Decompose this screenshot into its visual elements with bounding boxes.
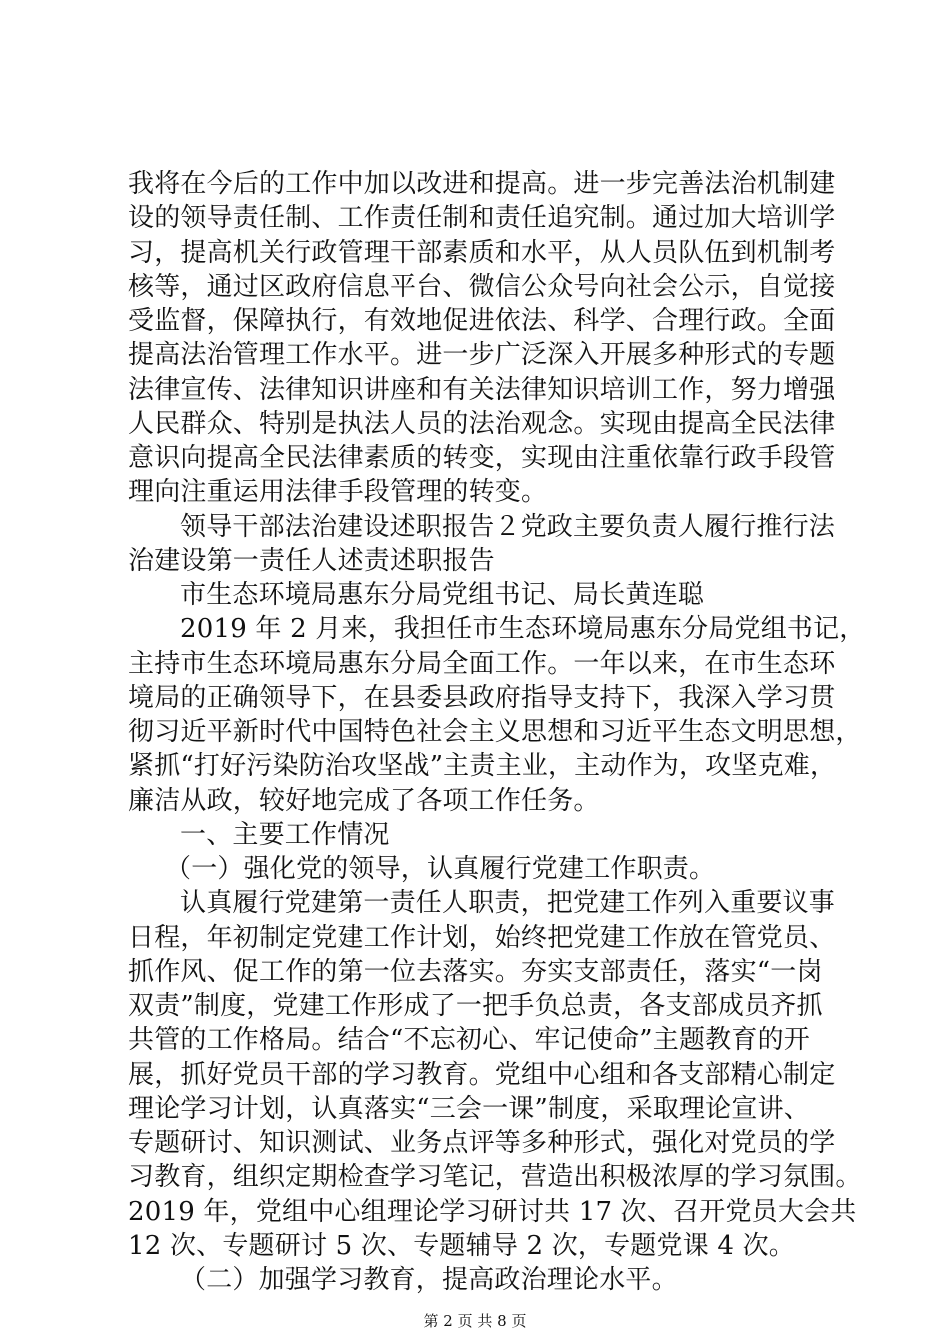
text-line: 2019 年 2 月来，我担任市生态环境局惠东分局党组书记， — [180, 614, 866, 644]
text-line: 日程，年初制定党建工作计划，始终把党建工作放在管党员、 — [128, 923, 836, 953]
text-line: 习，提高机关行政管理干部素质和水平，从人员队伍到机制考 — [128, 238, 836, 268]
text-line: 提高法治管理工作水平。进一步广泛深入开展多种形式的专题 — [128, 340, 836, 370]
text-line: 双责”制度，党建工作形成了一把手负总责，各支部成员齐抓 — [128, 991, 823, 1021]
text-line: 我将在今后的工作中加以改进和提高。进一步完善法治机制建 — [128, 169, 836, 199]
section-title-line: 领导干部法治建设述职报告２党政主要负责人履行推行法 — [180, 512, 836, 542]
text-line: 主持市生态环境局惠东分局全面工作。一年以来，在市生态环 — [128, 649, 836, 679]
author-line: 市生态环境局惠东分局党组书记、局长黄连聪 — [180, 580, 705, 610]
text-line: 2019 年，党组中心组理论学习研讨共 17 次、召开党员大会共 — [128, 1197, 857, 1227]
text-line: 展，抓好党员干部的学习教育。党组中心组和各支部精心制定 — [128, 1060, 836, 1090]
subheading-line: （二）加强学习教育，提高政治理论水平。 — [180, 1265, 678, 1295]
text-line: 理论学习计划，认真落实“三会一课”制度，采取理论宣讲、 — [128, 1094, 810, 1124]
text-line: 人民群众、特别是执法人员的法治观念。实现由提高全民法律 — [128, 409, 836, 439]
text-line: 理向注重运用法律手段管理的转变。 — [128, 477, 548, 507]
text-line: 核等，通过区政府信息平台、微信公众号向社会公示，自觉接 — [128, 272, 836, 302]
text-line: 廉洁从政，较好地完成了各项工作任务。 — [128, 786, 600, 816]
text-line: 设的领导责任制、工作责任制和责任追究制。通过加大培训学 — [128, 203, 836, 233]
text-line: 专题研讨、知识测试、业务点评等多种形式，强化对党员的学 — [128, 1128, 836, 1158]
section-title-line: 治建设第一责任人述责述职报告 — [128, 546, 495, 576]
text-line: 共管的工作格局。结合“不忘初心、牢记使命”主题教育的开 — [128, 1025, 810, 1055]
text-line: 12 次、专题研讨 5 次、专题辅导 2 次，专题党课 4 次。 — [128, 1231, 795, 1261]
subheading-line: （一）强化党的领导，认真履行党建工作职责。 — [165, 854, 716, 884]
text-line: 彻习近平新时代中国特色社会主义思想和习近平生态文明思想， — [128, 717, 862, 747]
page-footer: 第 2 页 共 8 页 — [423, 1312, 527, 1330]
text-line: 习教育，组织定期检查学习笔记，营造出积极浓厚的学习氛围。 — [128, 1162, 862, 1192]
heading-line: 一、主要工作情况 — [180, 820, 390, 850]
text-line: 境局的正确领导下，在县委县政府指导支持下，我深入学习贯 — [128, 683, 836, 713]
text-line: 紧抓“打好污染防治攻坚战”主责主业，主动作为，攻坚克难， — [128, 751, 837, 781]
text-line: 意识向提高全民法律素质的转变，实现由注重依靠行政手段管 — [128, 443, 836, 473]
text-line: 认真履行党建第一责任人职责，把党建工作列入重要议事 — [180, 888, 836, 918]
text-line: 受监督，保障执行，有效地促进依法、科学、合理行政。全面 — [128, 306, 836, 336]
text-line: 法律宣传、法律知识讲座和有关法律知识培训工作，努力增强 — [128, 375, 836, 405]
text-line: 抓作风、促工作的第一位去落实。夯实支部责任，落实“一岗 — [128, 957, 823, 987]
